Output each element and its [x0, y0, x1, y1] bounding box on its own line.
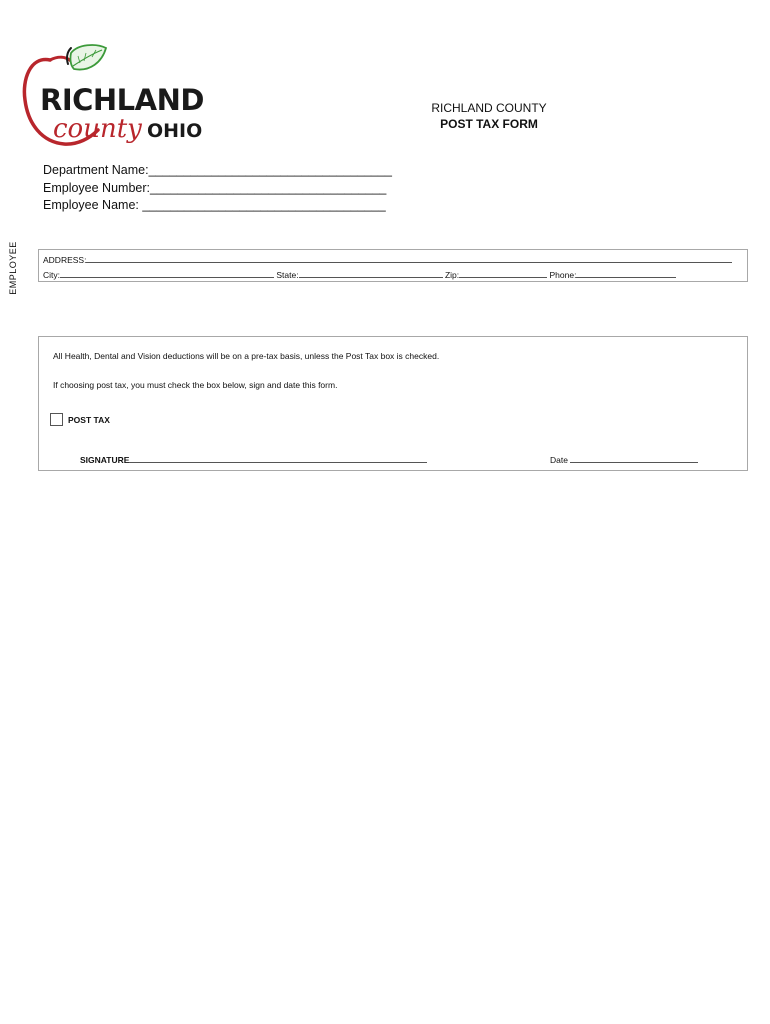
pre-tax-notice: All Health, Dental and Vision deductions will be on a pre-tax basis, unless the Post Tax box is checked. [53, 351, 440, 361]
phone-label: Phone: [549, 270, 577, 280]
state-field[interactable] [299, 268, 443, 278]
department-name-field[interactable]: Department Name:___________________________________ [43, 163, 392, 177]
post-tax-instructions: If choosing post tax, you must check the box below, sign and date this form. [53, 380, 338, 390]
logo-word-county: county [53, 114, 142, 144]
post-tax-election-box [38, 336, 748, 471]
employee-name-field[interactable]: Employee Name: ___________________________________ [43, 198, 386, 212]
address-row [43, 253, 732, 266]
employee-section-label: EMPLOYEE [8, 241, 18, 295]
post-tax-checkbox[interactable] [50, 413, 63, 426]
address-label: ADDRESS: [43, 255, 87, 265]
employee-number-field[interactable]: Employee Number:__________________________________ [43, 180, 387, 195]
post-tax-option [50, 413, 110, 426]
date-row [550, 453, 698, 465]
logo-word-richland: RICHLAND [40, 83, 204, 117]
state-label: State: [276, 270, 299, 280]
address-box [38, 249, 748, 282]
city-label: City: [43, 270, 60, 280]
date-field[interactable] [570, 453, 698, 463]
employee-info-fields [43, 162, 392, 215]
signature-field[interactable] [129, 453, 427, 463]
phone-field[interactable] [576, 268, 676, 278]
signature-label: SIGNATURE [80, 455, 130, 465]
zip-field[interactable] [459, 268, 547, 278]
signature-row [80, 453, 427, 465]
logo-word-ohio: OHIO [147, 120, 203, 142]
form-title: RICHLAND COUNTY [431, 101, 547, 115]
city-state-zip-row [43, 268, 676, 281]
city-field[interactable] [60, 268, 274, 278]
zip-label: Zip: [444, 270, 460, 280]
form-subtitle: POST TAX FORM [440, 117, 538, 131]
county-logo [20, 44, 220, 156]
form-heading [400, 100, 578, 132]
post-tax-label: POST TAX [68, 414, 110, 425]
address-field[interactable] [86, 253, 732, 263]
date-label: Date [550, 455, 568, 465]
